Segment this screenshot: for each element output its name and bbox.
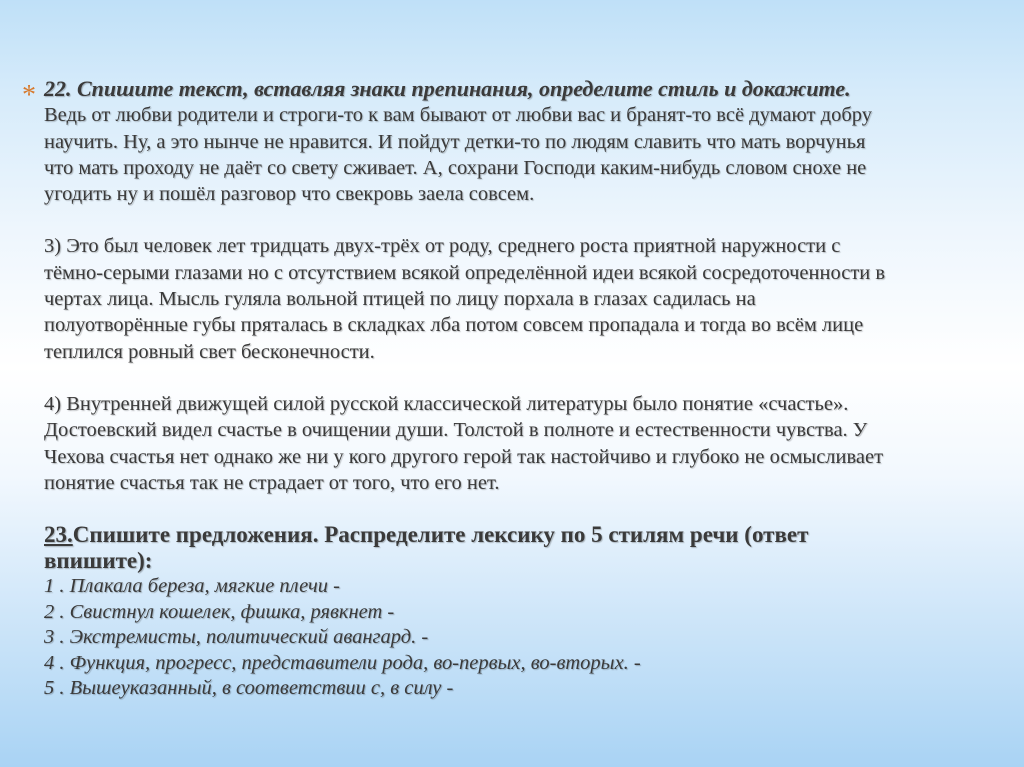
task22-paragraph3-line: 3) Это был человек лет тридцать двух-трёх от роду, среднего роста приятной наружности с bbox=[44, 235, 841, 258]
task23-number: 23. bbox=[44, 522, 73, 548]
task23-item: 2 . Свистнул кошелек, фишка, рявкнет - bbox=[44, 600, 395, 623]
task22-paragraph4-line: 4) Внутренней движущей силой русской классической литературы было понятие «счастье». bbox=[44, 392, 849, 415]
spacer bbox=[44, 496, 1004, 522]
task23-item: 3 . Экстремисты, политический авангард. - bbox=[44, 626, 429, 649]
task22-paragraph1-line: угодить ну и пошёл разговор что свекровь заела совсем. bbox=[44, 183, 535, 206]
task23-heading bbox=[44, 522, 1004, 548]
task23-item: 1 . Плакала береза, мягкие плечи - bbox=[44, 575, 340, 598]
spacer bbox=[44, 365, 1004, 391]
task22-heading: 22. Спишите текст, вставляя знаки препинания, определите стиль и докажите. bbox=[44, 76, 851, 101]
task22-paragraph3-line: теплился ровный свет бесконечности. bbox=[44, 340, 375, 363]
task22-paragraph4-line: Чехова счастья нет однако же ни у кого другого герой так настойчиво и глубоко не осмысливает bbox=[44, 445, 884, 468]
task22-paragraph4-line: Достоевский видел счастье в очищении души. Толстой в полноте и естественности чувства. У bbox=[44, 419, 868, 442]
task22-paragraph3-line: тёмно-серыми глазами но с отсутствием всякой определённой идеи всякой сосредоточенности в bbox=[44, 261, 886, 284]
task22-paragraph1-line: научить. Ну, а это нынче не нравится. И пойдут детки-то по людям славить что мать ворчунья bbox=[44, 130, 866, 153]
task23-heading-line1: Спишите предложения. Распределите лексику по 5 стилям речи (ответ bbox=[72, 522, 809, 548]
task23-heading-line2: впишите): bbox=[44, 548, 153, 574]
task22-paragraph1-line: что мать проходу не даёт со свету сживает. А, сохрани Господи каким-нибудь словом снохе не bbox=[44, 156, 867, 179]
task23-item: 4 . Функция, прогресс, представители рода, во-первых, во-вторых. - bbox=[44, 651, 641, 674]
bullet-asterisk: * bbox=[22, 80, 36, 111]
task22-paragraph4-line: понятие счастья так не страдает от того, что его нет. bbox=[44, 471, 500, 494]
slide-content bbox=[44, 76, 1004, 702]
task22-paragraph3-line: полуотворённые губы пряталась в складках лба потом совсем пропадала и тогда во всём лице bbox=[44, 314, 864, 337]
task22-paragraph1-line: Ведь от любви родители и строги-то к вам бывают от любви вас и бранят-то всё думают добру bbox=[44, 104, 872, 127]
spacer bbox=[44, 207, 1004, 233]
task23-item: 5 . Вышеуказанный, в соответствии с, в силу - bbox=[44, 677, 454, 700]
task22-paragraph3-line: чертах лица. Мысль гуляла вольной птицей по лицу порхала в глазах садилась на bbox=[44, 288, 756, 311]
